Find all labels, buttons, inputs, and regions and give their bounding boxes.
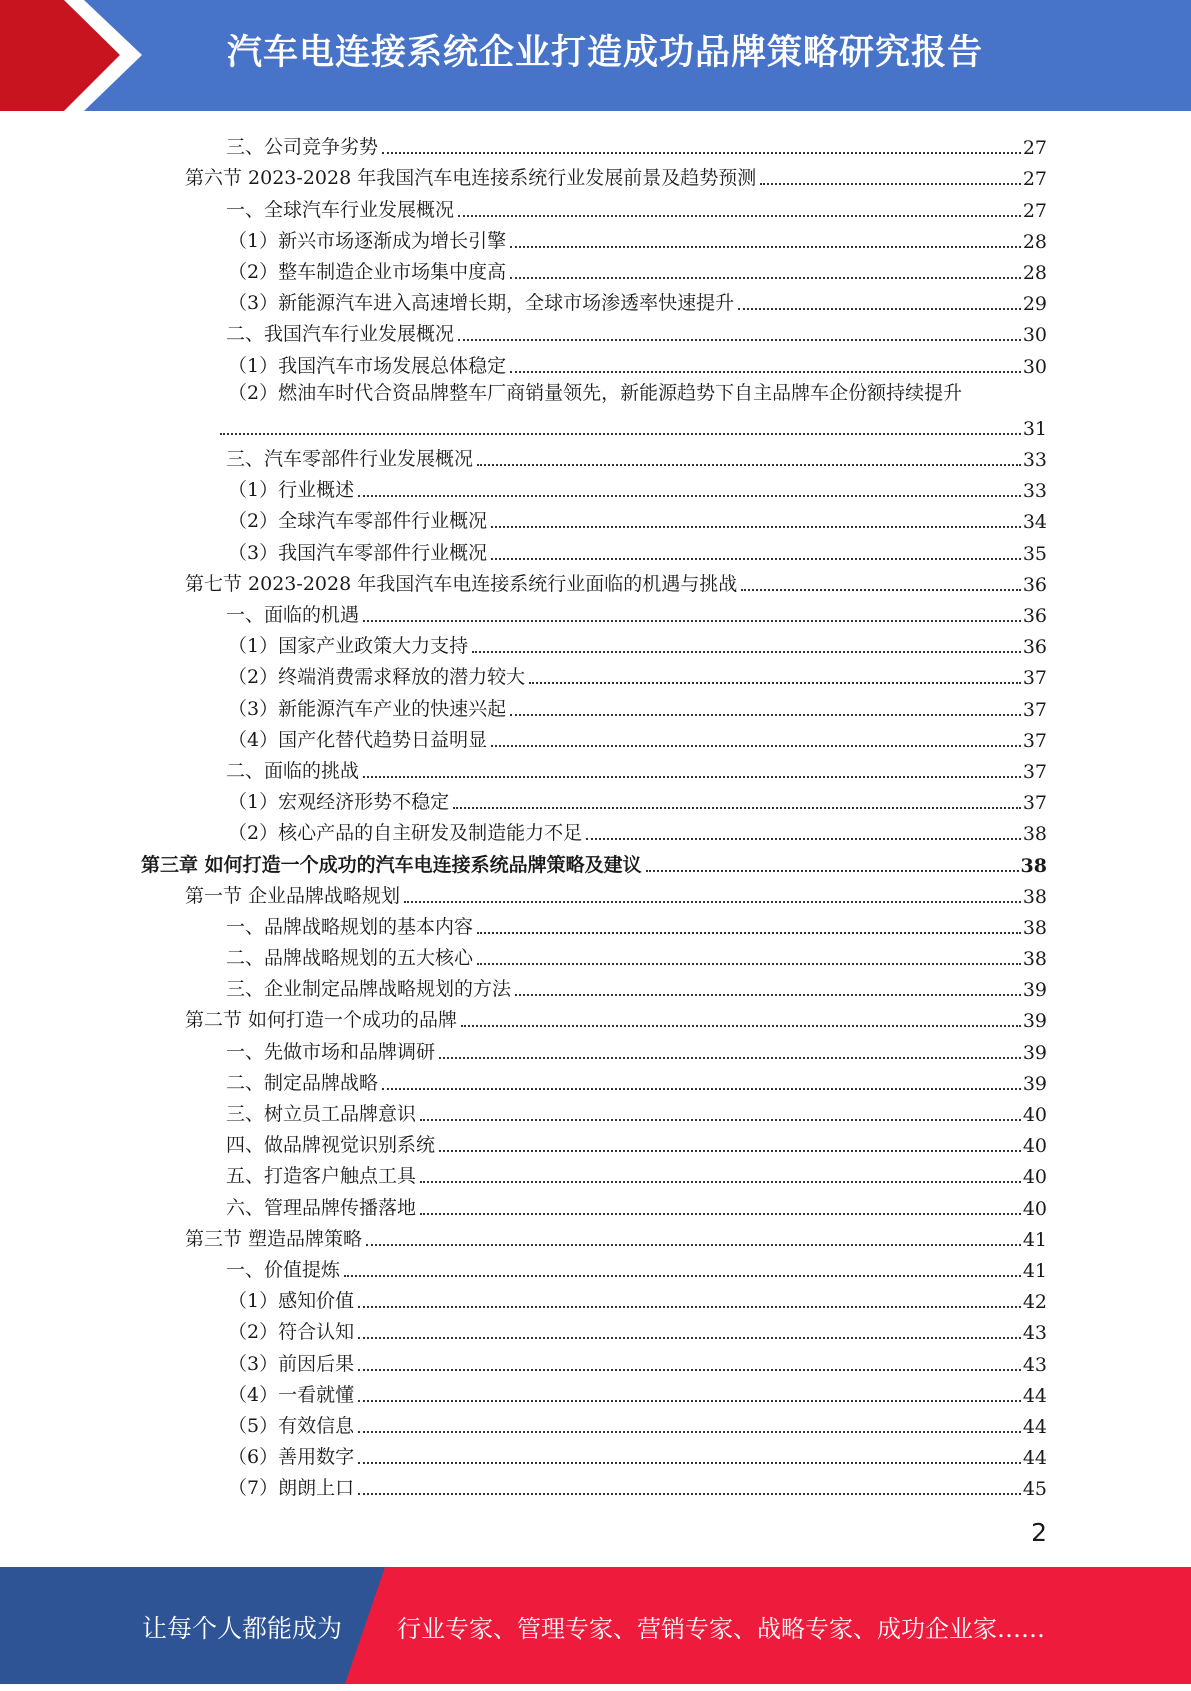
toc-entry-title: （3）我国汽车零部件行业概况 xyxy=(228,541,488,564)
toc-entry[interactable] xyxy=(0,190,1191,221)
toc-entry-page: 27 xyxy=(1022,168,1047,191)
toc-entry-title: （6）善用数字 xyxy=(228,1446,355,1469)
toc-entry[interactable] xyxy=(0,627,1191,658)
toc-entry[interactable] xyxy=(0,533,1191,564)
dot-leader xyxy=(363,620,1021,622)
toc-entry-page: 43 xyxy=(1022,1322,1047,1345)
dot-leader xyxy=(741,589,1021,591)
toc-entry-page: 31 xyxy=(1022,417,1047,440)
toc-entry-title: （2）核心产品的自主研发及制造能力不足 xyxy=(228,822,583,845)
toc-entry[interactable] xyxy=(0,721,1191,752)
toc-entry-title: 第六节 2023-2028 年我国汽车电连接系统行业发展前景及趋势预测 xyxy=(185,167,757,190)
toc-entry-title: （1）新兴市场逐渐成为增长引擎 xyxy=(228,229,507,252)
toc-entry-title: 四、做品牌视觉识别系统 xyxy=(226,1134,436,1157)
dot-leader xyxy=(477,464,1021,466)
toc-entry-page: 27 xyxy=(1022,199,1047,222)
toc-entry[interactable] xyxy=(0,1251,1191,1282)
toc-entry[interactable] xyxy=(0,939,1191,970)
dot-leader xyxy=(420,1119,1021,1121)
toc-entry-page: 44 xyxy=(1022,1415,1047,1438)
toc-entry[interactable] xyxy=(0,1469,1191,1500)
toc-entry-title: 一、品牌战略规划的基本内容 xyxy=(226,915,474,938)
toc-entry[interactable] xyxy=(0,752,1191,783)
toc-entry-title: （5）有效信息 xyxy=(228,1414,355,1437)
toc-entry[interactable] xyxy=(0,253,1191,284)
report-title: 汽车电连接系统企业打造成功品牌策略研究报告 xyxy=(226,33,983,73)
toc-entry-page: 44 xyxy=(1022,1384,1047,1407)
toc-entry-page: 41 xyxy=(1022,1259,1047,1282)
toc-entry-page: 27 xyxy=(1022,137,1047,160)
toc-entry-page: 41 xyxy=(1022,1228,1047,1251)
toc-entry-title: 二、我国汽车行业发展概况 xyxy=(226,323,455,346)
toc-entry[interactable] xyxy=(0,1344,1191,1375)
dot-leader xyxy=(358,1306,1021,1308)
toc-entry-page: 37 xyxy=(1022,698,1047,721)
toc-entry-title: （1）宏观经济形势不稳定 xyxy=(228,791,450,814)
toc-entry-title: （2）符合认知 xyxy=(228,1321,355,1344)
dot-leader xyxy=(382,1088,1021,1090)
dot-leader xyxy=(510,246,1021,248)
dot-leader xyxy=(358,1337,1021,1339)
dot-leader xyxy=(458,339,1021,341)
toc-entry-title: 一、全球汽车行业发展概况 xyxy=(226,198,455,221)
toc-entry[interactable] xyxy=(0,1376,1191,1407)
table-of-contents xyxy=(0,128,1191,1500)
toc-entry[interactable] xyxy=(0,1126,1191,1157)
footer-slogan-right: 行业专家、管理专家、营销专家、战略专家、成功企业家…… xyxy=(397,1615,1045,1643)
toc-entry-title: 第三节 塑造品牌策略 xyxy=(185,1227,363,1250)
toc-entry-page: 40 xyxy=(1022,1166,1047,1189)
toc-entry[interactable] xyxy=(0,1438,1191,1469)
dot-leader xyxy=(461,1025,1021,1027)
toc-entry-title: 一、面临的机遇 xyxy=(226,604,360,627)
toc-entry[interactable] xyxy=(0,1095,1191,1126)
toc-entry-page: 40 xyxy=(1022,1197,1047,1220)
toc-section-entry[interactable] xyxy=(0,159,1191,190)
dot-leader xyxy=(382,152,1021,154)
toc-entry-title: 六、管理品牌传播落地 xyxy=(226,1196,417,1219)
toc-entry-title: 三、汽车零部件行业发展概况 xyxy=(226,448,474,471)
toc-entry[interactable] xyxy=(0,502,1191,533)
toc-entry-page: 38 xyxy=(1022,916,1047,939)
dot-leader xyxy=(472,651,1021,653)
dot-leader xyxy=(363,776,1021,778)
dot-leader xyxy=(646,870,1019,872)
toc-entry-page: 39 xyxy=(1022,1041,1047,1064)
toc-entry[interactable] xyxy=(0,315,1191,346)
toc-entry-page: 40 xyxy=(1022,1104,1047,1127)
dot-leader xyxy=(491,526,1021,528)
toc-entry[interactable] xyxy=(0,908,1191,939)
toc-entry[interactable] xyxy=(0,970,1191,1001)
toc-entry-page: 38 xyxy=(1022,885,1047,908)
toc-entry[interactable] xyxy=(0,128,1191,159)
dot-leader xyxy=(510,371,1021,373)
dot-leader xyxy=(738,308,1021,310)
toc-entry-title: （2）全球汽车零部件行业概况 xyxy=(228,510,488,533)
toc-entry-page: 34 xyxy=(1022,511,1047,534)
toc-entry[interactable] xyxy=(0,1407,1191,1438)
toc-entry-title: （1）感知价值 xyxy=(228,1290,355,1313)
report-footer xyxy=(0,1567,1191,1684)
toc-entry[interactable] xyxy=(0,658,1191,689)
toc-entry[interactable] xyxy=(0,1313,1191,1344)
toc-entry-title: （7）朗朗上口 xyxy=(228,1477,355,1500)
toc-entry-page: 36 xyxy=(1022,636,1047,659)
toc-chapter-entry[interactable] xyxy=(0,845,1191,876)
toc-entry-title: 第一节 企业品牌战略规划 xyxy=(185,884,401,907)
dot-leader xyxy=(358,1493,1021,1495)
toc-entry-title: 第二节 如何打造一个成功的品牌 xyxy=(185,1009,458,1032)
toc-entry-title: （1）国家产业政策大力支持 xyxy=(228,635,469,658)
toc-entry-title: （2）整车制造企业市场集中度高 xyxy=(228,260,507,283)
dot-leader xyxy=(220,433,1021,435)
dot-leader xyxy=(458,215,1021,217)
toc-entry-title: 一、先做市场和品牌调研 xyxy=(226,1040,436,1063)
toc-entry-page: 35 xyxy=(1022,542,1047,565)
toc-entry-page: 30 xyxy=(1022,324,1047,347)
toc-entry-title: （3）新能源汽车进入高速增长期，全球市场渗透率快速提升 xyxy=(228,292,735,315)
dot-leader xyxy=(366,1244,1021,1246)
toc-entry-page: 43 xyxy=(1022,1353,1047,1376)
toc-entry-title: 三、公司竞争劣势 xyxy=(226,136,379,159)
toc-entry[interactable] xyxy=(0,1032,1191,1063)
toc-entry-title: 第七节 2023-2028 年我国汽车电连接系统行业面临的机遇与挑战 xyxy=(185,572,738,595)
dot-leader xyxy=(477,932,1021,934)
toc-entry[interactable] xyxy=(0,378,1191,440)
toc-entry-title: 二、品牌战略规划的五大核心 xyxy=(226,947,474,970)
toc-entry-page: 39 xyxy=(1022,1010,1047,1033)
toc-entry-title: 三、树立员工品牌意识 xyxy=(226,1103,417,1126)
toc-entry-title: （2）终端消费需求释放的潜力较大 xyxy=(228,666,526,689)
dot-leader xyxy=(510,714,1021,716)
toc-entry[interactable] xyxy=(0,596,1191,627)
dot-leader xyxy=(358,495,1021,497)
toc-entry-page: 45 xyxy=(1022,1478,1047,1501)
toc-entry-page: 39 xyxy=(1022,1072,1047,1095)
toc-entry[interactable] xyxy=(0,284,1191,315)
toc-entry-page: 28 xyxy=(1022,261,1047,284)
toc-entry-page: 44 xyxy=(1022,1447,1047,1470)
toc-entry[interactable] xyxy=(0,346,1191,377)
toc-section-entry[interactable] xyxy=(0,1220,1191,1251)
dot-leader xyxy=(358,1400,1021,1402)
dot-leader xyxy=(491,558,1021,560)
toc-entry[interactable] xyxy=(0,1157,1191,1188)
report-header xyxy=(0,0,1191,111)
toc-entry[interactable] xyxy=(0,1064,1191,1095)
toc-entry-page: 30 xyxy=(1022,355,1047,378)
toc-entry-page: 42 xyxy=(1022,1291,1047,1314)
dot-leader xyxy=(439,1057,1021,1059)
dot-leader xyxy=(358,1369,1021,1371)
dot-leader xyxy=(586,838,1021,840)
toc-entry-page: 37 xyxy=(1022,729,1047,752)
dot-leader xyxy=(420,1181,1021,1183)
toc-entry[interactable] xyxy=(0,689,1191,720)
toc-entry[interactable] xyxy=(0,783,1191,814)
toc-entry-title: （3）新能源汽车产业的快速兴起 xyxy=(228,697,507,720)
toc-section-entry[interactable] xyxy=(0,877,1191,908)
toc-entry[interactable] xyxy=(0,440,1191,471)
dot-leader xyxy=(477,963,1021,965)
toc-entry-title: 二、制定品牌战略 xyxy=(226,1071,379,1094)
toc-entry-title: （3）前因后果 xyxy=(228,1352,355,1375)
dot-leader xyxy=(453,807,1021,809)
dot-leader xyxy=(439,1150,1021,1152)
toc-entry-title: 二、面临的挑战 xyxy=(226,759,360,782)
toc-entry-title: （4）一看就懂 xyxy=(228,1383,355,1406)
dot-leader xyxy=(358,1431,1021,1433)
toc-entry-title: 第三章 如何打造一个成功的汽车电连接系统品牌策略及建议 xyxy=(141,853,642,876)
toc-entry-title: （4）国产化替代趋势日益明显 xyxy=(228,728,488,751)
toc-entry-title: （1）我国汽车市场发展总体稳定 xyxy=(228,354,507,377)
toc-section-entry[interactable] xyxy=(0,1001,1191,1032)
dot-leader xyxy=(358,1462,1021,1464)
page-number: 2 xyxy=(1031,1518,1047,1547)
toc-entry-page: 29 xyxy=(1022,293,1047,316)
dot-leader xyxy=(344,1275,1021,1277)
toc-entry-page: 33 xyxy=(1022,449,1047,472)
toc-entry[interactable] xyxy=(0,1188,1191,1219)
toc-entry-page: 38 xyxy=(1020,854,1047,877)
dot-leader xyxy=(420,1213,1021,1215)
toc-entry-page: 38 xyxy=(1022,948,1047,971)
toc-entry-title: 一、价值提炼 xyxy=(226,1258,341,1281)
dot-leader xyxy=(404,901,1021,903)
toc-entry-page: 37 xyxy=(1022,792,1047,815)
toc-section-entry[interactable] xyxy=(0,565,1191,596)
toc-entry-page: 36 xyxy=(1022,573,1047,596)
dot-leader xyxy=(529,682,1021,684)
toc-entry-page: 37 xyxy=(1022,760,1047,783)
toc-entry-page: 39 xyxy=(1022,979,1047,1002)
toc-entry-title: （2）燃油车时代合资品牌整车厂商销量领先，新能源趋势下自主品牌车企份额持续提升 xyxy=(228,381,963,404)
toc-entry-title: 三、企业制定品牌战略规划的方法 xyxy=(226,978,512,1001)
toc-entry[interactable] xyxy=(0,471,1191,502)
toc-entry[interactable] xyxy=(0,814,1191,845)
toc-entry-page: 37 xyxy=(1022,667,1047,690)
dot-leader xyxy=(491,745,1021,747)
toc-entry-page: 28 xyxy=(1022,230,1047,253)
dot-leader xyxy=(510,277,1021,279)
toc-entry-page: 38 xyxy=(1022,823,1047,846)
toc-entry-title: 五、打造客户触点工具 xyxy=(226,1165,417,1188)
toc-entry[interactable] xyxy=(0,1282,1191,1313)
dot-leader xyxy=(760,183,1021,185)
footer-slogan-left: 让每个人都能成为 xyxy=(142,1614,343,1643)
toc-entry-page: 40 xyxy=(1022,1135,1047,1158)
toc-entry-page: 33 xyxy=(1022,480,1047,503)
toc-entry[interactable] xyxy=(0,222,1191,253)
toc-entry-page: 36 xyxy=(1022,605,1047,628)
dot-leader xyxy=(515,994,1021,996)
toc-entry-title: （1）行业概述 xyxy=(228,479,355,502)
